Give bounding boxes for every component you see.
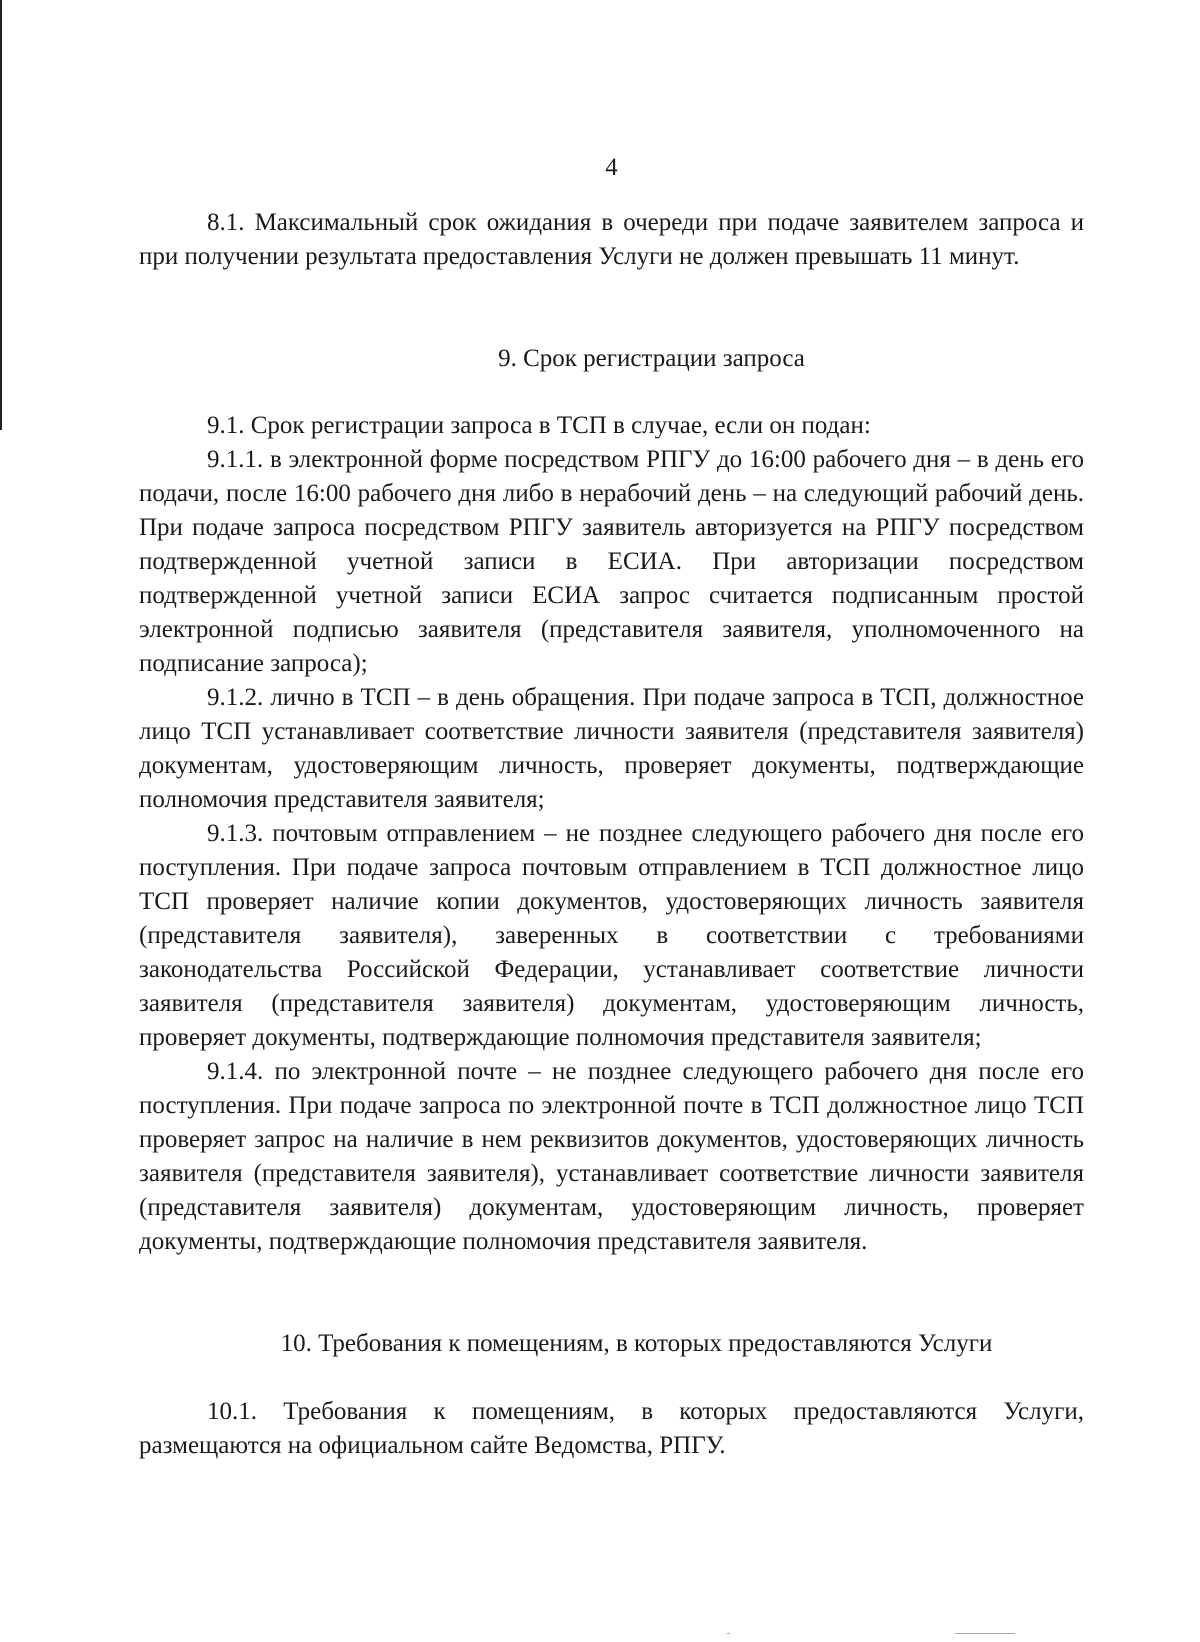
paragraph-9-1-3: 9.1.3. почтовым отправлением – не позднее следующего рабочего дня после его поступления. При подаче запроса почтовым отправлением в ТСП должностное лицо ТСП проверяет наличие копии документов, удостоверяющих личность заявителя (представителя заявителя), заверенных в соответствии с требованиями законодательства Российской Федерации, устанавливает соответствие личности заявителя (представителя заявителя) документам, удостоверяющим личность, проверяет документы, подтверждающие полномочия представителя заявителя; <box>139 820 1084 1051</box>
scan-artifact <box>955 1633 1015 1634</box>
scan-edge-line <box>0 0 2 430</box>
scan-artifact <box>727 1633 730 1634</box>
section-9-body <box>139 409 1084 1259</box>
page-number: 4 <box>605 154 618 181</box>
paragraph-8-1: 8.1. Максимальный срок ожидания в очереди при подаче заявителем запроса и при получении результата предоставления Услуги не должен превышать 11 минут. <box>139 209 1084 270</box>
section-8-body <box>139 206 1084 274</box>
section-10-body <box>139 1395 1084 1463</box>
section-10-heading: 10. Требования к помещениям, в которых предоставляются Услуги <box>280 1330 993 1357</box>
paragraph-9-1-2: 9.1.2. лично в ТСП – в день обращения. При подаче запроса в ТСП, должностное лицо ТСП устанавливает соответствие личности заявителя (представителя заявителя) документам, удостоверяющим личность, проверяет документы, подтверждающие полномочия представителя заявителя; <box>139 684 1084 813</box>
paragraph-10-1: 10.1. Требования к помещениям, в которых предоставляются Услуги, размещаются на официальном сайте Ведомства, РПГУ. <box>139 1398 1084 1459</box>
paragraph-9-1-4: 9.1.4. по электронной почте – не позднее следующего рабочего дня после его поступления. При подаче запроса по электронной почте в ТСП должностное лицо ТСП проверяет запрос на наличие в нем реквизитов документов, удостоверяющих личность заявителя (представителя заявителя), устанавливает соответствие личности заявителя (представителя заявителя) документам, удостоверяющим личность, проверяет документы, подтверждающие полномочия представителя заявителя. <box>139 1058 1084 1255</box>
paragraph-9-1-1: 9.1.1. в электронной форме посредством РПГУ до 16:00 рабочего дня – в день его подачи, после 16:00 рабочего дня либо в нерабочий день – на следующий рабочий день. При подаче запроса посредством РПГУ заявитель авторизуется на РПГУ посредством подтвержденной учетной записи в ЕСИА. При авторизации посредством подтвержденной учетной записи ЕСИА запрос считается подписанным простой электронной подписью заявителя (представителя заявителя, уполномоченного на подписание запроса); <box>139 446 1084 677</box>
paragraph-9-1: 9.1. Срок регистрации запроса в ТСП в случае, если он подан: <box>207 412 871 439</box>
section-9-heading: 9. Срок регистрации запроса <box>498 345 805 372</box>
